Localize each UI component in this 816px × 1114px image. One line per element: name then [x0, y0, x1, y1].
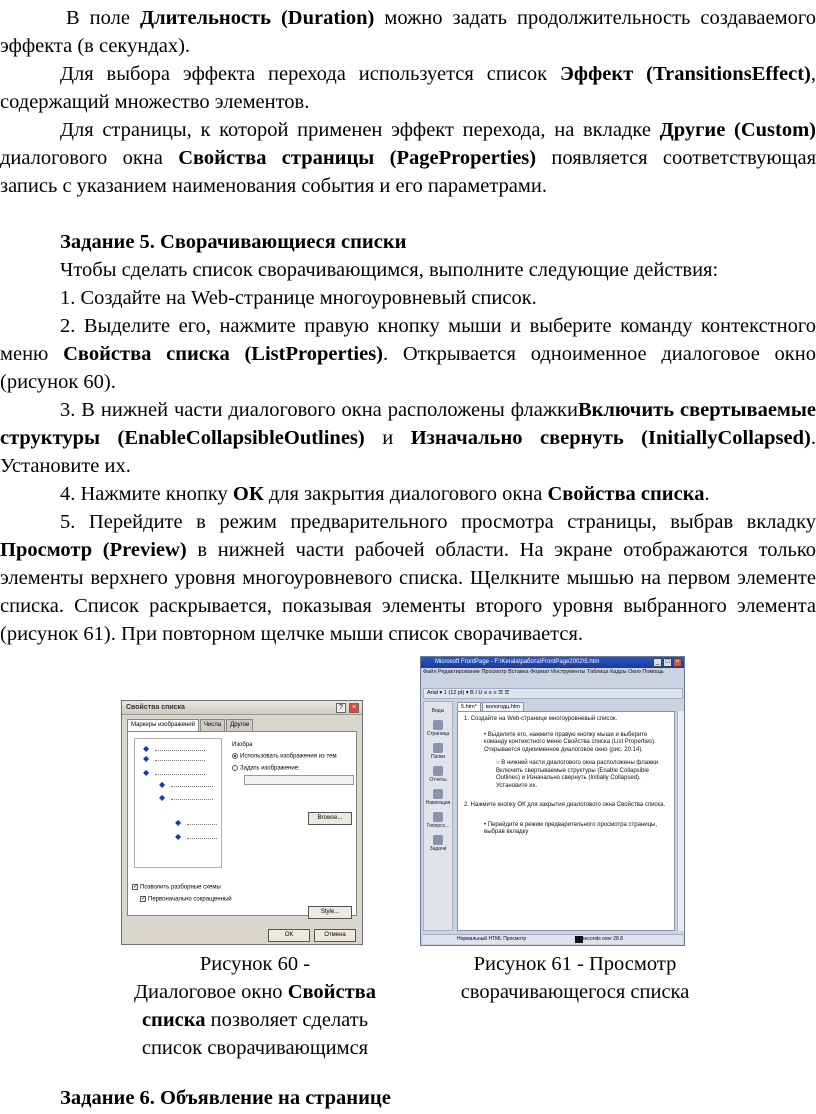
- menu-bar[interactable]: Файл Редактирование Просмотр Вставка Формат Инструменты Таблица Кадры Окно Помощь: [423, 669, 664, 675]
- close-icon[interactable]: ×: [673, 658, 682, 667]
- browse-button[interactable]: Browse...: [308, 812, 352, 825]
- style-button[interactable]: Style...: [308, 906, 352, 919]
- radio-use-theme[interactable]: Использовать изображения из тем: [232, 753, 337, 761]
- preview-line: [155, 760, 205, 761]
- dialog-title: Свойства списка: [122, 701, 362, 715]
- document-area: [457, 711, 675, 931]
- preview-line: [171, 799, 213, 800]
- doc-bullet-1[interactable]: • Выделите его, нажмите правую кнопку мыши и выберите команду контекстного меню Свойства списка (List Properties). Открывается одноименное диалоговое окно (рис. 20.14).: [484, 731, 656, 753]
- view-folders[interactable]: Папки: [424, 743, 452, 760]
- paragraph-duration: В поле Длительность (Duration) можно задать продолжительность создаваемого эффекта (в секундах).: [0, 7, 816, 57]
- view-mode-tabs[interactable]: Нормальный HTML Просмотр: [457, 936, 527, 942]
- doc-line-1[interactable]: 1. Создайте на Web-странице многоуровневый список.: [464, 716, 618, 722]
- tab-5-htm[interactable]: 5.htm*: [457, 702, 481, 711]
- preview-line: [187, 838, 217, 839]
- preview-line: [155, 774, 205, 775]
- view-navigation[interactable]: Навигация: [424, 789, 452, 806]
- preview-line: [155, 750, 205, 751]
- view-tasks[interactable]: Задачи: [424, 835, 452, 852]
- window-controls: [653, 658, 682, 667]
- tab-vologodc-htm[interactable]: вологодц.htm: [482, 702, 524, 711]
- checkbox-enable-collapsible[interactable]: ✓ Позволить разборные схемы: [133, 884, 221, 891]
- task5-step5: 5. Перейдите в режим предварительного просмотра страницы, выбрав вкладку Просмотр (Preview) в нижней части рабочей области. На экране отображаются только элементы верхнего уровня многоуровневого списка. Щелкните мышью на первом элементе списка. Список раскрывается, показывая элементы второго уровня выбранного элемента (рисунок 61). При повторном щелчке мыши список сворачивается.: [0, 511, 816, 645]
- radio-selected-icon: [232, 753, 238, 759]
- hyperlinks-icon: [433, 812, 443, 822]
- task5-step4: 4. Нажмите кнопку ОК для закрытия диалогового окна Свойства списка.: [60, 483, 710, 505]
- checkbox-checked-icon: ✓: [141, 896, 147, 902]
- tab-other[interactable]: Другое: [226, 719, 253, 731]
- tab-numbers[interactable]: Числа: [200, 719, 225, 731]
- radio-specify-picture[interactable]: Задать изображение:: [232, 765, 300, 773]
- doc-line-2[interactable]: 2. Нажмите кнопку ОК для закрытия диалогового окна Свойства списка.: [464, 802, 666, 808]
- dialog-panel: [127, 731, 357, 916]
- help-button[interactable]: ?: [336, 703, 346, 713]
- caption-figure-60: Рисунок 60 - Диалоговое окно Свойства списка позволяет сделать список сворачивающимся: [134, 953, 376, 1059]
- task5-intro: Чтобы сделать список сворачивающимся, выполните следующие действия:: [60, 259, 719, 281]
- preview-line: [187, 824, 217, 825]
- ok-button[interactable]: ОК: [268, 929, 310, 942]
- minimize-icon[interactable]: _: [653, 658, 662, 667]
- figure-61-window: [420, 656, 685, 946]
- bullet-icon: ◆: [143, 768, 150, 777]
- bullet-preview: [134, 738, 222, 868]
- preview-line: [171, 786, 213, 787]
- checkbox-checked-icon: ✓: [133, 884, 139, 890]
- task5-step3: 3. В нижней части диалогового окна расположены флажкиВключить свертываемые структуры (EnableCollapsibleOutlines) и Изначально свернуть (InitiallyCollapsed). Установите их.: [0, 399, 816, 477]
- download-time: 1 seconds over 28.8: [577, 936, 623, 942]
- document-tabs: [457, 702, 525, 711]
- picture-group-label: Изобра: [232, 742, 253, 748]
- bullet-icon: ◆: [159, 780, 166, 789]
- vertical-scrollbar[interactable]: [677, 711, 684, 931]
- cancel-button[interactable]: Отмена: [314, 929, 356, 942]
- task5-heading: Задание 5. Сворачивающиеся списки: [60, 231, 407, 253]
- tasks-icon: [433, 835, 443, 845]
- bullet-icon: ◆: [143, 744, 150, 753]
- view-reports[interactable]: Отчеты: [424, 766, 452, 783]
- tab-picture-bullets[interactable]: Маркеры изображений: [127, 719, 199, 731]
- status-bar: [423, 934, 683, 944]
- paragraph-custom: Для страницы, к которой применен эффект перехода, на вкладке Другие (Custom) диалогового окна Свойства страницы (PageProperties) появляется соответствующая запись с указанием наименования события и его параметрами.: [0, 119, 816, 197]
- reports-icon: [433, 766, 443, 776]
- view-page[interactable]: Страница: [424, 720, 452, 737]
- task5-step2: 2. Выделите его, нажмите правую кнопку мыши и выберите команду контекстного меню Свойства списка (ListProperties). Открывается одноименное диалоговое окно (рисунок 60).: [0, 315, 816, 393]
- dialog-tabs: [127, 719, 254, 731]
- folder-icon: [433, 743, 443, 753]
- paragraph-effect: Для выбора эффекта перехода используется список Эффект (TransitionsEffect), содержащий множество элементов.: [0, 63, 816, 113]
- task5-step1: 1. Создайте на Web-странице многоуровневый список.: [60, 287, 537, 309]
- doc-bullet-3[interactable]: • Перейдите в режим предварительного просмотра страницы, выбрав вкладку: [484, 821, 658, 835]
- doc-bullet-2[interactable]: ○ В нижней части диалогового окна расположены флажки Включить свертываемые структуры (Enable Collapsible Outlines) и Изначально свернуть (Initially Collapsed). Установите их.: [496, 760, 659, 789]
- bullet-icon: ◆: [175, 832, 182, 841]
- views-bar: [423, 701, 453, 931]
- views-label: Виды: [431, 708, 445, 714]
- bullet-icon: ◆: [143, 754, 150, 763]
- window-title: Microsoft FrontPage - F:\Kerala\работа\FrontPage2002\5.htm: [421, 657, 684, 668]
- formatting-toolbar[interactable]: Arial ▾ 1 (12 pt) ▾ B I U ≡ ≡ ≡ ☰ ☰: [423, 688, 683, 699]
- navigation-icon: [433, 789, 443, 799]
- view-hyperlinks[interactable]: Гиперсс...: [424, 812, 452, 829]
- bullet-icon: ◆: [159, 793, 166, 802]
- close-button[interactable]: ×: [349, 703, 359, 713]
- bullet-icon: ◆: [175, 818, 182, 827]
- page-icon: [433, 720, 443, 730]
- caption-figure-61: Рисунок 61 - Просмотр сворачивающегося списка: [460, 953, 690, 1003]
- task6-heading: Задание 6. Объявление на странице: [60, 1087, 391, 1109]
- radio-icon: [232, 765, 238, 771]
- checkbox-initially-collapsed[interactable]: ✓ Первоначально сокращенный: [141, 896, 232, 903]
- figure-60-dialog: [121, 700, 363, 945]
- picture-path-input[interactable]: [244, 775, 354, 785]
- maximize-icon[interactable]: □: [663, 658, 672, 667]
